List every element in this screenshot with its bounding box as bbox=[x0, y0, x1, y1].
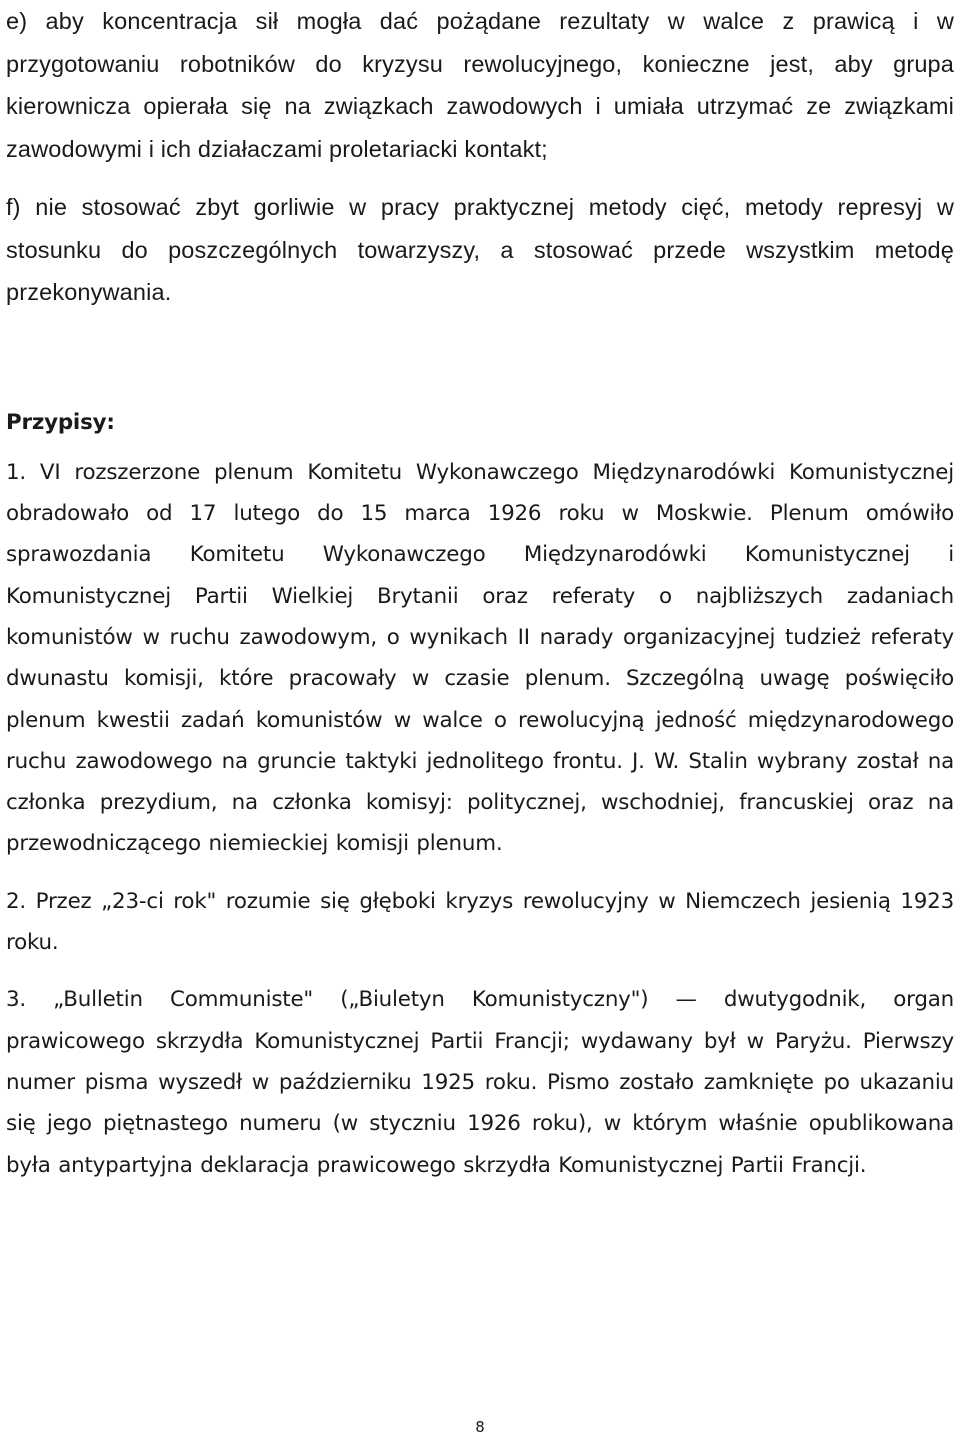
footnotes-heading: Przypisy: bbox=[6, 409, 115, 435]
footnote-2: 2. Przez „23-ci rok" rozumie się głęboki kryzys rewolucyjny w Niemczech jesienią 1923 roku. bbox=[6, 888, 954, 956]
body-paragraph-f: f) nie stosować zbyt gorliwie w pracy praktycznej metody cięć, metody represyj w stosunku do poszczególnych towarzyszy, a stosować przede wszystkim metodę przekonywania. bbox=[6, 194, 954, 305]
footnote-1: 1. VI rozszerzone plenum Komitetu Wykonawczego Międzynarodówki Komunistycznej obradowało od 17 lutego do 15 marca 1926 roku w Moskwie. Plenum omówiło sprawozdania Komitetu Wykonawczego Międzynarodówki Komunistycznej i Komunistycznej Partii Wielkiej Brytanii oraz referaty o najbliższych zadaniach komunistów w ruchu zawodowym, o wynikach II narady organizacyjnej tudzież referaty dwunastu komisji, które pracowały w czasie plenum. Szczególną uwagę poświęciło plenum kwestii zadań komunistów w walce o rewolucyjną jedność międzynarodowego ruchu zawodowego na gruncie taktyki jednolitego frontu. J. W. Stalin wybrany został na członka prezydium, na członka komisyj: politycznej, wschodniej, francuskiej oraz na przewodniczącego niemieckiej komisji plenum. bbox=[6, 459, 954, 857]
footnote-3: 3. „Bulletin Communiste" („Biuletyn Komunistyczny") — dwutygodnik, organ prawicowego skrzydła Komunistycznej Partii Francji; wydawany był w Paryżu. Pierwszy numer pisma wyszedł w październiku 1925 roku. Pismo zostało zamknięte po ukazaniu się jego piętnastego numeru (w styczniu 1926 roku), w którym właśnie opublikowana była antypartyjna deklaracja prawicowego skrzydła Komunistycznej Partii Francji. bbox=[6, 987, 954, 1178]
page-number: 8 bbox=[475, 1418, 485, 1436]
body-paragraph-e: e) aby koncentracja sił mogła dać pożądane rezultaty w walce z prawicą i w przygotowaniu robotników do kryzysu rewolucyjnego, konieczne jest, aby grupa kierownicza opierała się na związkach zawodowych i umiała utrzymać ze związkami zawodowymi i ich działaczami proletariacki kontakt; bbox=[6, 8, 954, 162]
document-page bbox=[6, 0, 954, 1186]
